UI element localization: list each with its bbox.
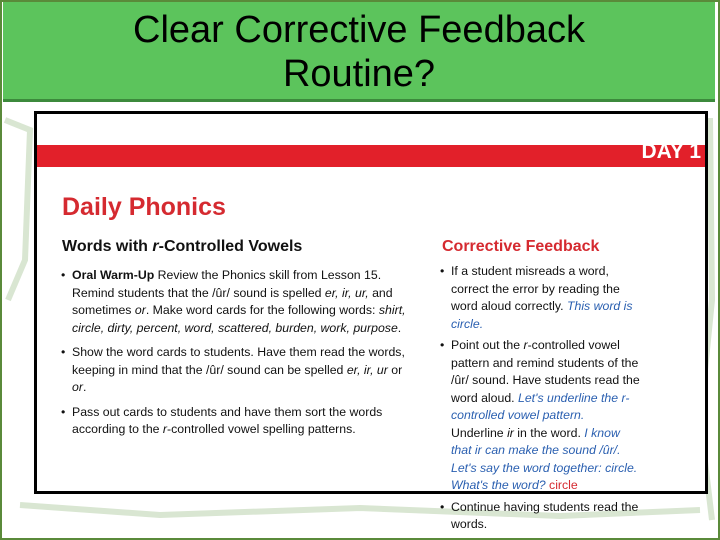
feedback-text: in the word. — [513, 425, 585, 440]
slide-title-line-2: Routine? — [282, 53, 436, 95]
day-label: DAY 1 — [641, 140, 701, 163]
step-text: . — [397, 320, 402, 335]
left-subheading-r: r — [152, 238, 159, 255]
step-text: . Make word cards for the following words: — [145, 303, 379, 317]
step-text: Pass out cards to students and have them sort the words according to the — [72, 404, 383, 436]
step-spelling-or: or — [134, 303, 146, 317]
step-spelling-or: or — [72, 380, 83, 394]
title-banner — [3, 2, 715, 102]
day-banner — [37, 145, 705, 167]
feedback-answer: circle — [545, 478, 578, 492]
phonics-step-2 — [61, 344, 413, 397]
feedback-ir: ir — [507, 425, 514, 440]
step-text: Show the word cards to students. Have them read the words, keeping in mind that the /ûr/ sound can be spelled — [72, 345, 405, 377]
feedback-step-1 — [440, 263, 640, 333]
feedback-step-3 — [440, 499, 640, 534]
phonics-steps-column — [61, 267, 413, 446]
step-word-list: shirt, circle, dirty, percent, word, scattered, burden, work, purpose — [72, 303, 406, 335]
left-subheading — [62, 238, 302, 256]
slide-title-line-1: Clear Corrective Feedback — [133, 9, 585, 51]
feedback-r: r — [523, 338, 528, 352]
step-spellings: er, ir, ur — [346, 362, 388, 377]
feedback-script: I know that ir can make the sound /ûr/. Let's say the word together: circle. What's the word? — [451, 425, 638, 492]
left-subheading-part-b: -Controlled Vowels — [158, 238, 303, 255]
feedback-text: If a student misreads a word, correct the error by reading the word aloud correctly. — [451, 264, 620, 313]
left-subheading-part-a: Words with — [62, 238, 153, 255]
phonics-step-1 — [61, 267, 413, 337]
corrective-feedback-column — [440, 263, 640, 538]
step-r: r — [162, 422, 168, 436]
step-text: and sometimes — [72, 285, 393, 317]
step-text: Review the Phonics skill from Lesson 15. Remind students that the /ûr/ sound is spelled — [72, 268, 382, 300]
scanned-lesson-page — [34, 111, 708, 531]
step-text: -controlled vowel spelling patterns. — [167, 422, 356, 436]
feedback-step-2 — [440, 337, 640, 495]
step-spellings: er, ir, ur, — [324, 285, 369, 300]
feedback-text: Continue having students read the words. — [451, 499, 639, 531]
feedback-script: Let's underline the r-controlled vowel pattern. — [451, 390, 630, 422]
feedback-text: Point out the — [451, 338, 524, 352]
phonics-step-3 — [61, 404, 413, 439]
right-subheading: Corrective Feedback — [442, 238, 600, 255]
feedback-script: This word is circle. — [451, 299, 633, 331]
feedback-text: -controlled vowel pattern and remind students of the /ûr/ sound. Have students read the word aloud. — [451, 338, 640, 405]
step-text: or — [387, 362, 403, 377]
step-text: . — [82, 380, 87, 394]
slide-title — [3, 8, 715, 96]
feedback-text: Underline — [451, 425, 508, 440]
step-label: Oral Warm-Up — [72, 268, 155, 282]
page-heading: Daily Phonics — [62, 193, 226, 221]
